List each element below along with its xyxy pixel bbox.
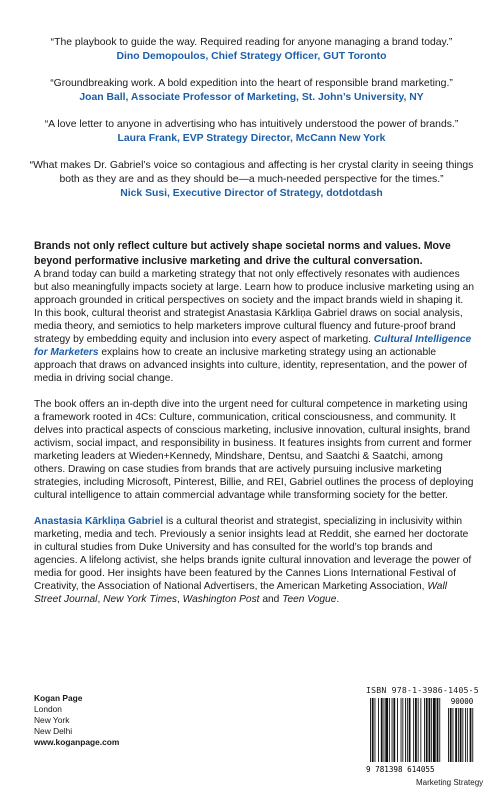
publication-name: Washington Post	[182, 594, 260, 605]
barcode-graphic	[364, 684, 482, 774]
quote-attribution: Joan Ball, Associate Professor of Marketing, St. John’s University, NY	[79, 92, 424, 103]
barcode-bar	[472, 708, 473, 762]
ean-digits: 9 781398 614055	[366, 765, 435, 774]
endorsement-quote	[20, 36, 483, 64]
publication-name: New York Times	[103, 594, 177, 605]
quote-attribution: Nick Susi, Executive Director of Strategy, dotdotdash	[120, 188, 383, 199]
separator: and	[259, 594, 283, 605]
publisher-website: www.koganpage.com	[34, 737, 120, 747]
barcode-bar	[392, 698, 393, 762]
barcode-bar	[409, 698, 411, 762]
publisher-name: Kogan Page	[34, 693, 83, 703]
book-title: Cultural Intelligence for Marketers	[34, 334, 472, 358]
barcode-bar	[370, 698, 371, 762]
description-text: explains how to create an inclusive marketing strategy using an actionable approach that draws on advanced insights into culture, identity, representation, and the power of media in driving social change.	[34, 347, 468, 384]
quote-attribution: Laura Frank, EVP Strategy Director, McCann New York	[117, 133, 386, 144]
barcode-bar	[397, 698, 398, 762]
separator: ,	[177, 594, 183, 605]
publisher-block	[34, 693, 119, 748]
barcode-bar	[448, 708, 449, 762]
barcode-bar	[420, 698, 421, 762]
quote-attribution: Dino Demopoulos, Chief Strategy Officer, GUT Toronto	[116, 51, 387, 62]
book-description	[34, 268, 474, 619]
barcode-bar	[375, 698, 376, 762]
endorsement-quote	[20, 118, 483, 146]
description-paragraph	[34, 268, 474, 385]
endorsement-quote	[20, 159, 483, 201]
description-paragraph: The book offers an in-depth dive into the urgent need for cultural competence in marketing using a framework rooted in 4Cs: Culture, communication, critical consciousness, and community. It delves into practical aspects of conscious marketing, inclusive innovation, cultural insights, brand activism, social impact, and responsibility in business. It features insights from current and former marketing leaders at Wieden+Kennedy, Mindshare, Dentsu, and Saatchi & Saatchi, among others. Drawing on case studies from brands that are actively pursuing inclusive marketing strategies, including Microsoft, Pinterest, Billie, and REI, Gabriel outlines the process of deploying cultural intelligence to attain commercial advantage while transforming society for the better.	[34, 399, 474, 501]
quote-text: “Groundbreaking work. A bold expedition into the heart of responsible brand marketing.”	[50, 78, 453, 89]
barcode-bar	[465, 708, 466, 762]
category-label: Marketing Strategy	[416, 778, 484, 787]
publisher-city: New Delhi	[34, 726, 73, 736]
barcode-bar	[407, 698, 408, 762]
barcode-bar	[426, 698, 428, 762]
barcode-bar	[381, 698, 383, 762]
barcode-bar	[470, 708, 472, 762]
barcode-bar	[405, 698, 406, 762]
publisher-city: New York	[34, 715, 70, 725]
barcode-bar	[439, 698, 440, 762]
barcode-bar	[401, 698, 402, 762]
barcode-bar	[372, 698, 374, 762]
publication-name: Wall Street Journal	[34, 581, 447, 605]
author-bio	[34, 515, 474, 606]
barcode-bar	[450, 708, 452, 762]
barcode-bar	[378, 698, 379, 762]
barcode-bar	[384, 698, 385, 762]
barcode-bar	[393, 698, 395, 762]
barcode-bar	[433, 698, 436, 762]
headline: Brands not only reflect culture but actively shape societal norms and values. Move beyond performative inclusive marketing and drive the cultural conversation.	[34, 240, 451, 267]
bio-text: is a cultural theorist and strategist, specializing in inclusivity within marketing, media and tech. Previously a senior insights lead at Reddit, she earned her doctorate in cultural studies from Duke University and has consulted for the world’s top brands and agencies. A lifelong activist, she helps brands ignite cultural innovation and leverage the power of media for good. Her insights have been featured by the Cannes Lions International Festival of Creativity, the Association of National Advertisers, the American Marketing Association,	[34, 516, 472, 592]
publication-name: Teen Vogue	[282, 594, 337, 605]
barcode-bar	[424, 698, 425, 762]
barcode-bar	[431, 698, 432, 762]
barcode-bar	[429, 698, 431, 762]
barcode-bar	[455, 708, 457, 762]
barcode-bar	[385, 698, 388, 762]
description-text: A brand today can build a marketing strategy that not only effectively resonates with audiences but also meaningfully impacts society at large. Learn how to produce inclusive marketing using an approach grounded in critical perspectives on society and the impact brands wield in shaping it. In this book, cultural theorist and strategist Anastasia Kārkliņa Gabriel draws on social analysis, media theory, and semiotics to help marketers improve cultural fluency and future-proof brand strategy by embedding equity and inclusion into every aspect of marketing.	[34, 269, 474, 345]
author-name: Anastasia Kārkliņa Gabriel	[34, 516, 164, 527]
barcode-bar	[389, 698, 390, 762]
barcode-bar	[460, 708, 462, 762]
barcode-bar	[458, 708, 459, 762]
barcode-bar	[413, 698, 414, 762]
isbn-text: ISBN 978-1-3986-1405-5	[366, 685, 479, 695]
quote-text: “A love letter to anyone in advertising who has intuitively understood the power of brands.”	[44, 119, 459, 130]
separator: .	[336, 594, 340, 605]
barcode-bar	[402, 698, 403, 762]
barcode-bar	[462, 708, 463, 762]
barcode-bar	[415, 698, 417, 762]
barcode-bar	[453, 708, 454, 762]
quote-text: “The playbook to guide the way. Required reading for anyone managing a brand today.”	[50, 37, 453, 48]
publisher-city: London	[34, 704, 62, 714]
endorsement-quote	[20, 77, 483, 105]
barcode-bar	[418, 698, 419, 762]
quote-text: “What makes Dr. Gabriel’s voice so contagious and affecting is her crystal clarity in seeing things both as they are and as they should be—a much-needed perspective for the times.”	[29, 160, 474, 185]
barcode-block	[364, 684, 482, 774]
price-code: 90000	[450, 697, 474, 706]
separator: ,	[97, 594, 104, 605]
endorsements	[20, 36, 483, 214]
barcode-bar	[467, 708, 468, 762]
barcode-bar	[437, 698, 439, 762]
